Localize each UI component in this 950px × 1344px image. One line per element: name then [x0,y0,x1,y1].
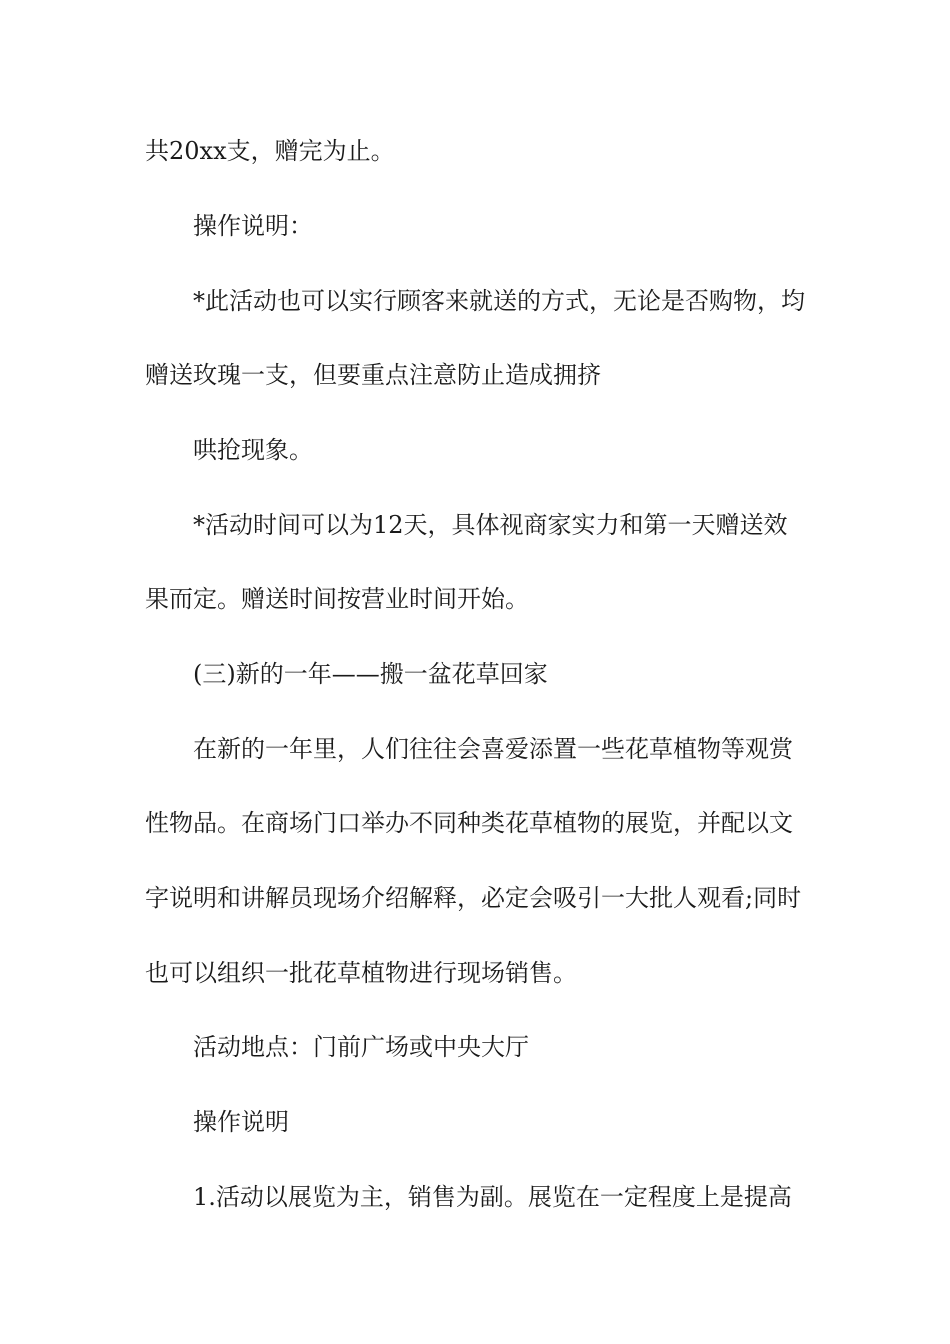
text-line: 性物品。在商场门口举办不同种类花草植物的展览，并配以文 [145,809,793,837]
text-line: *活动时间可以为12天，具体视商家实力和第一天赠送效 [193,511,788,539]
text-line: *此活动也可以实行顾客来就送的方式，无论是否购物，均 [193,287,805,315]
text-line: 字说明和讲解员现场介绍解释，必定会吸引一大批人观看;同时 [145,884,802,912]
text-line: 活动地点：门前广场或中央大厅 [193,1033,529,1061]
text-line: 赠送玫瑰一支，但要重点注意防止造成拥挤 [145,361,601,389]
section-label: 操作说明： [193,212,313,240]
text-line: 1.活动以展览为主，销售为副。展览在一定程度上是提高 [193,1183,792,1211]
text-line: 共20xx支，赠完为止。 [145,137,395,165]
text-line: 在新的一年里，人们往往会喜爱添置一些花草植物等观赏 [193,735,793,763]
text-line: 果而定。赠送时间按营业时间开始。 [145,585,529,613]
section-label: 操作说明 [193,1108,289,1136]
section-heading: (三)新的一年——搬一盆花草回家 [193,660,548,688]
text-line: 哄抢现象。 [193,436,313,464]
text-line: 也可以组织一批花草植物进行现场销售。 [145,959,577,987]
